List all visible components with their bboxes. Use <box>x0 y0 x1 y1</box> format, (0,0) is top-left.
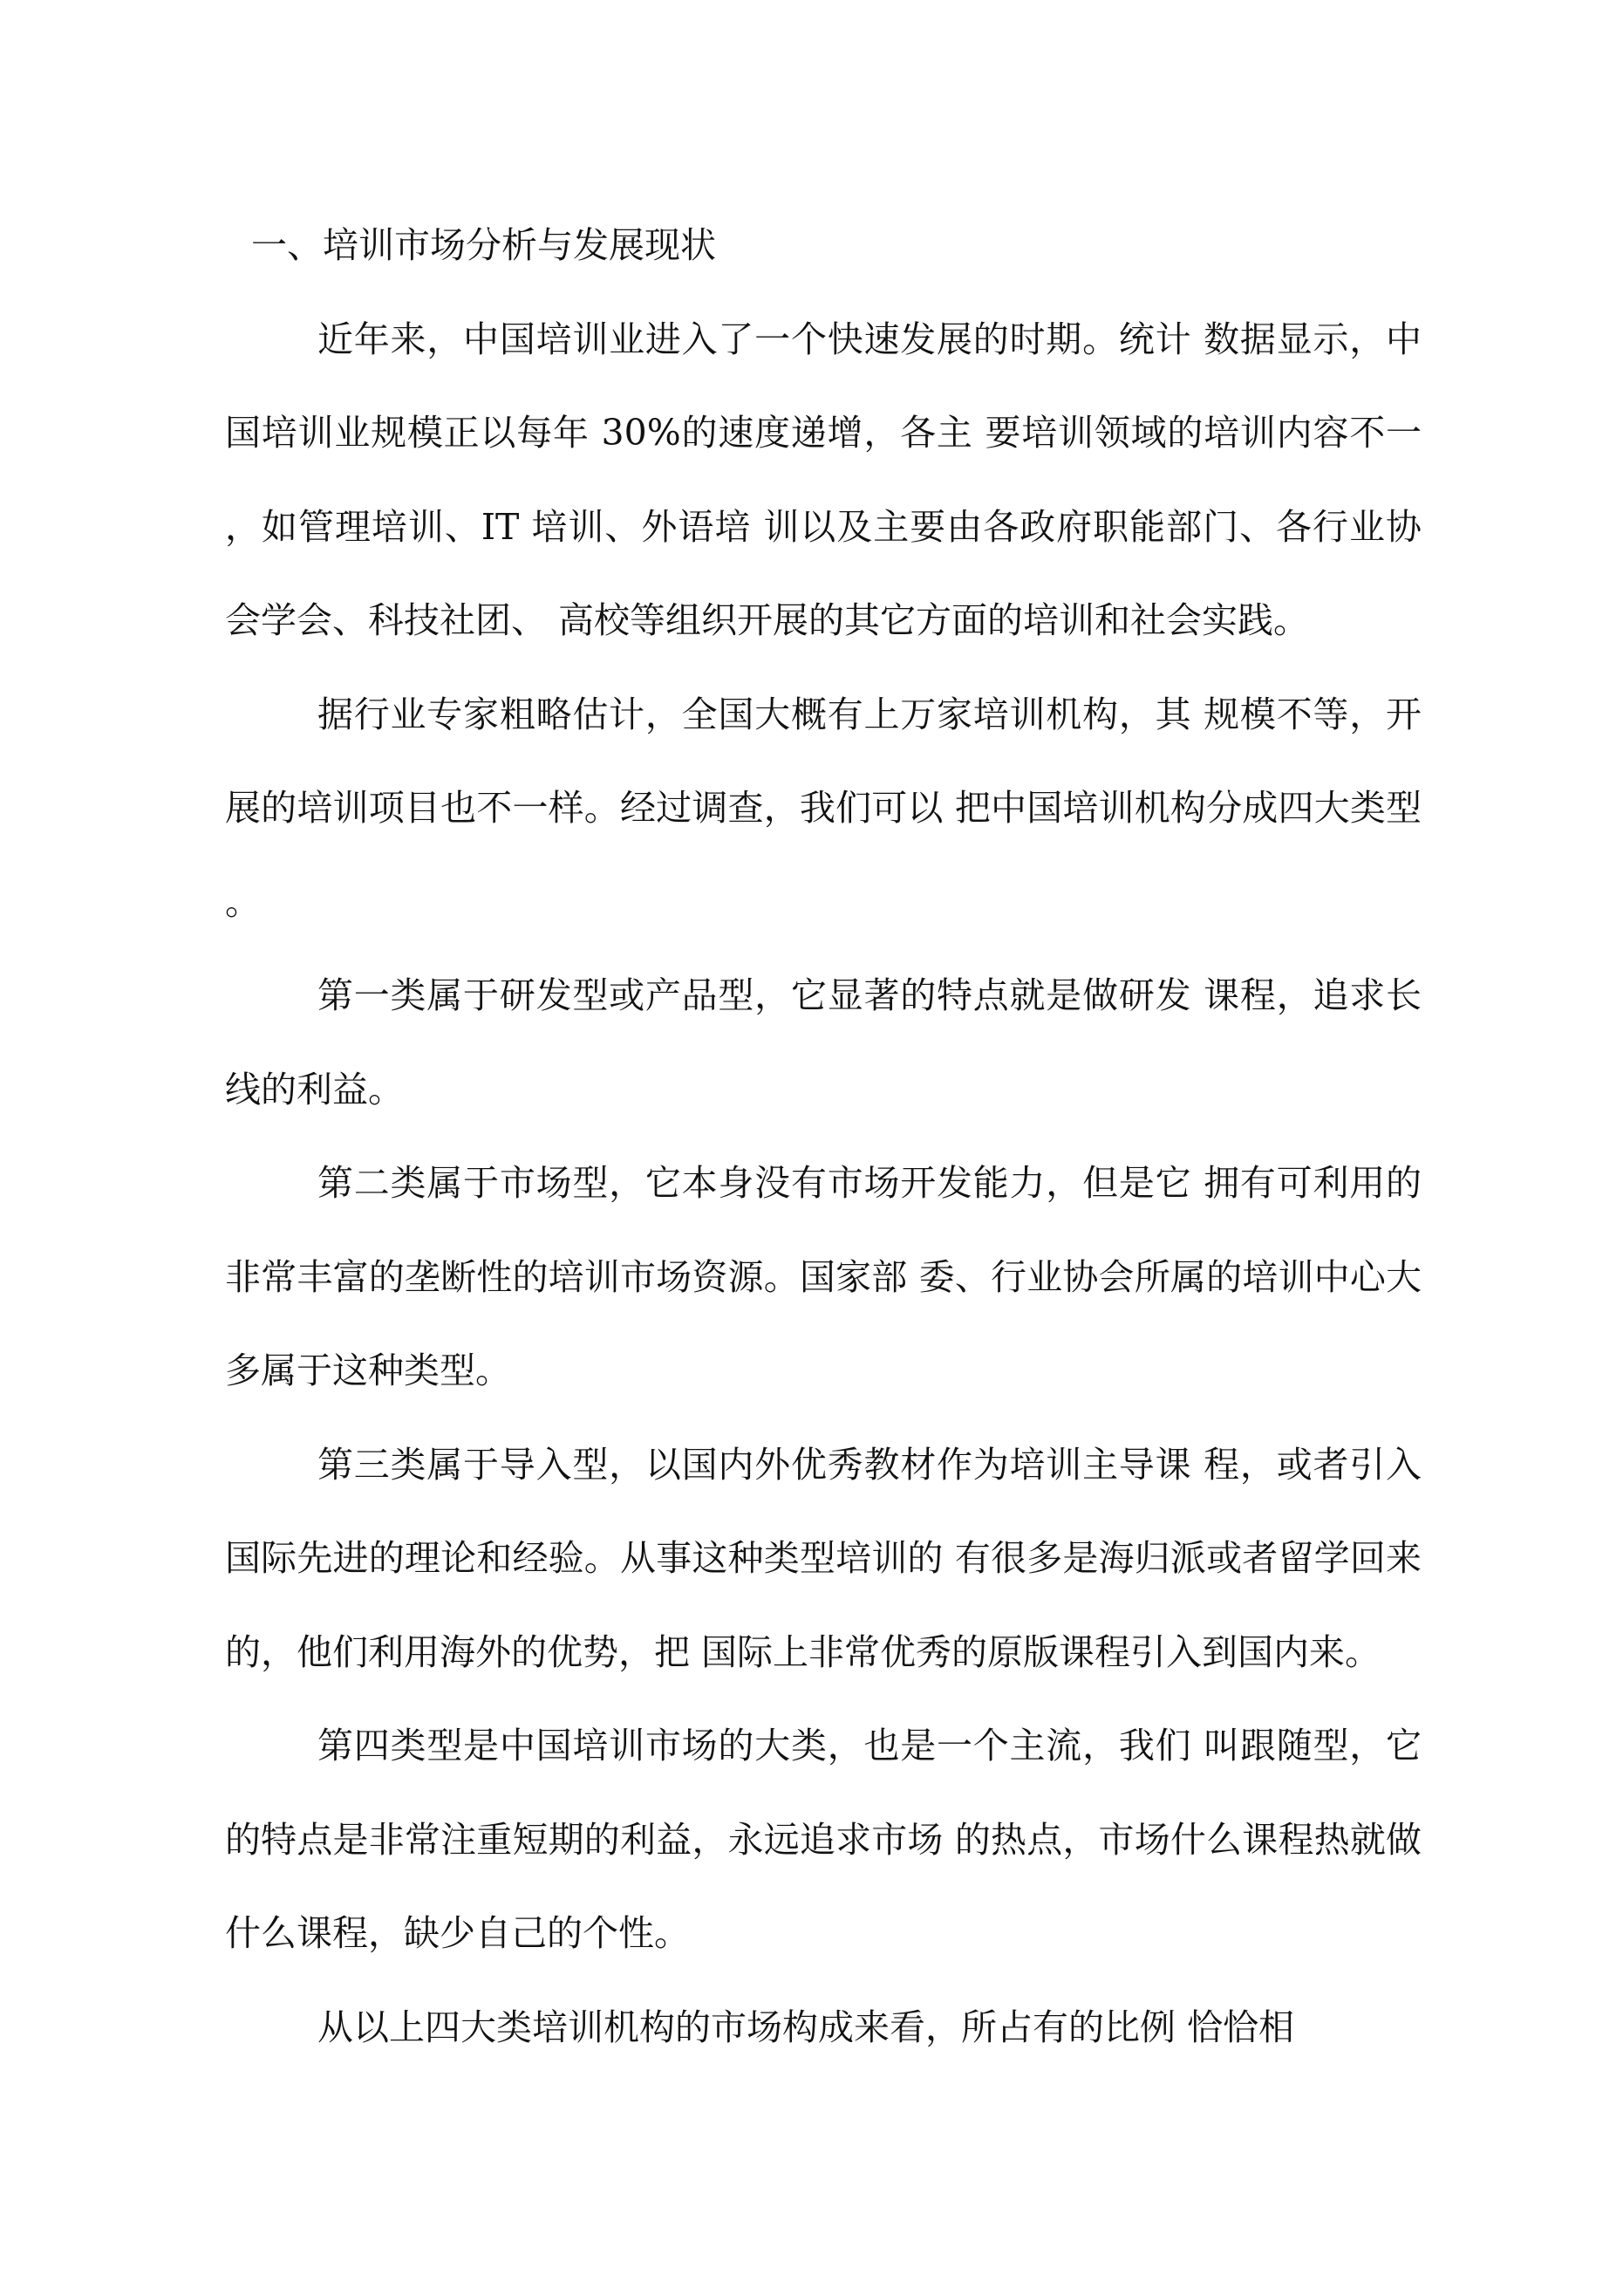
paragraph-type-three: 第三类属于导入型，以国内外优秀教材作为培训主导课 程，或者引入国际先进的理论和经验。从事这种类型培训的 有很多是海归派或者留学回来的，他们利用海外的优势，把 国际上非常优秀的原版课程引入到国内来。 <box>225 1443 1422 1673</box>
paragraph-type-two: 第二类属于市场型，它本身没有市场开发能力，但是它 拥有可利用的非常丰富的垄断性的培训市场资源。国家部 委、行业协会所属的培训中心大多属于这种类型。 <box>225 1162 1422 1391</box>
document-body <box>225 199 1422 2074</box>
section-heading: 一、培训市场分析与发展现状 <box>251 224 716 266</box>
paragraph-type-one: 第一类属于研发型或产品型，它显著的特点就是做研发 课程，追求长线的利益。 <box>225 974 1422 1110</box>
paragraph-market-share: 从以上四大类培训机构的市场构成来看，所占有的比例 恰恰相 <box>317 2006 1295 2048</box>
paragraph-type-four: 第四类型是中国培训市场的大类，也是一个主流，我们 叫跟随型，它的特点是非常注重短期的利益，永远追求市场 的热点，市场什么课程热就做什么课程，缺少自己的个性。 <box>225 1725 1422 1954</box>
paragraph-institution-types: 据行业专家粗略估计，全国大概有上万家培训机构，其 规模不等，开展的培训项目也不一样。经过调查，我们可以 把中国培训机构分成四大类型。 <box>225 693 1422 923</box>
paragraph-industry-overview: 近年来，中国培训业进入了一个快速发展的时期。统计 数据显示，中国培训业规模正以每年 30%的速度递增，各主 要培训领域的培训内容不一，如管理培训、IT 培训、外语培 训以及主要由各政府职能部门、各行业协会学会、科技社团、 高校等组织开展的其它方面的培训和社会实践。 <box>225 318 1422 641</box>
